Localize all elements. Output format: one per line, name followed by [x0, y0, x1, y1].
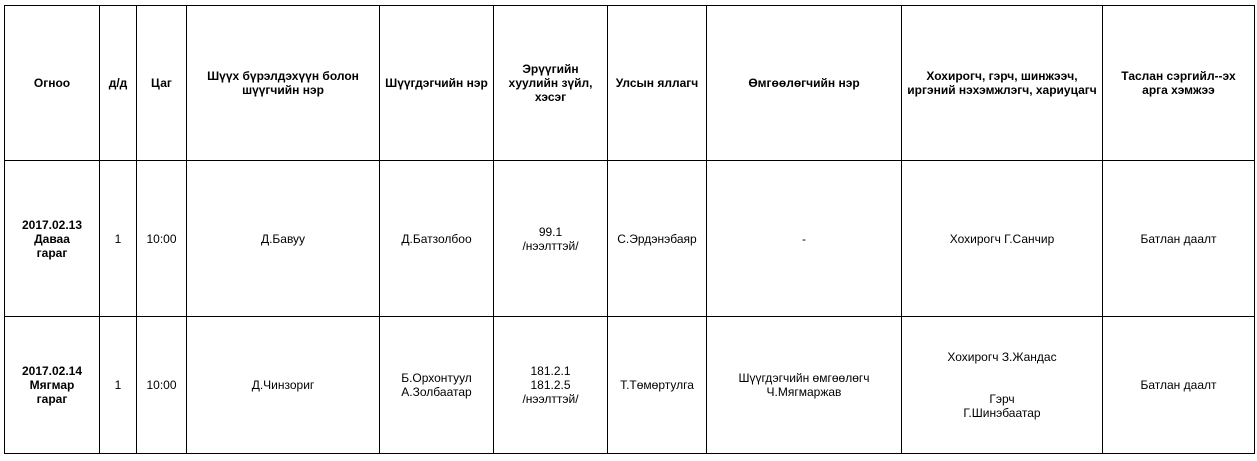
header-judge: Шүүх бүрэлдэхүүн болон шүүгчийн нэр — [187, 6, 380, 161]
participant-name: Г.Шинэбаатар — [963, 406, 1041, 420]
header-article: Эрүүгийн хуулийн зүйл, хэсэг — [494, 6, 608, 161]
weekday-suffix: гараг — [36, 392, 68, 406]
lawyer-cell — [707, 161, 902, 317]
lawyer-name: Ч.Мягмаржав — [766, 385, 842, 399]
table-header-row — [5, 6, 1255, 161]
defendant-name: Б.Орхонтуул — [401, 371, 472, 385]
participant-name: Хохирогч З.Жандас — [947, 350, 1057, 364]
date-cell — [5, 161, 100, 317]
lawyer-role: Шүүгдэгчийн өмгөөлөгч — [738, 371, 870, 385]
defendant-name: А.Золбаатар — [401, 385, 472, 399]
measure-cell: Батлан даалт — [1103, 161, 1255, 317]
header-defendant: Шүүгдэгчийн нэр — [380, 6, 494, 161]
header-lawyer: Өмгөөлөгчийн нэр — [707, 6, 902, 161]
table-row — [5, 317, 1255, 454]
weekday-suffix: гараг — [36, 245, 68, 260]
header-participants: Хохирогч, гэрч, шинжээч, иргэний нэхэмжлэгч, хариуцагч — [902, 6, 1103, 161]
lawyer-cell — [707, 317, 902, 454]
defendant-cell — [380, 317, 494, 454]
defendant-name: Д.Батзолбоо — [401, 231, 472, 246]
table-row — [5, 161, 1255, 317]
header-date: Огноо — [5, 6, 100, 161]
participants-cell — [902, 161, 1103, 317]
participant-role: Гэрч — [989, 392, 1015, 406]
date-cell — [5, 317, 100, 454]
prosecutor-cell: С.Эрдэнэбаяр — [608, 161, 707, 317]
participant-name: Хохирогч Г.Санчир — [949, 231, 1055, 246]
participants-cell — [902, 317, 1103, 454]
number-cell: 1 — [100, 161, 137, 317]
number-cell: 1 — [100, 317, 137, 454]
header-time: Цаг — [137, 6, 187, 161]
article-code: 181.2.1 — [530, 364, 571, 378]
article-code: 99.1 — [538, 224, 563, 239]
article-cell — [494, 161, 608, 317]
header-number: д/д — [100, 6, 137, 161]
article-status: /нээлттэй/ — [522, 392, 579, 406]
participant-spacer — [906, 364, 1098, 392]
article-code: 181.2.5 — [530, 378, 571, 392]
court-schedule-table — [4, 5, 1255, 454]
article-cell — [494, 317, 608, 454]
time-cell: 10:00 — [137, 161, 187, 317]
header-prosecutor: Улсын яллагч — [608, 6, 707, 161]
prosecutor-cell: Т.Төмөртулга — [608, 317, 707, 454]
time-cell: 10:00 — [137, 317, 187, 454]
weekday-value: Мягмар — [29, 378, 75, 392]
date-value: 2017.02.13 — [21, 217, 83, 232]
article-status: /нээлттэй/ — [522, 238, 579, 253]
measure-cell: Батлан даалт — [1103, 317, 1255, 454]
lawyer-name: - — [802, 231, 806, 246]
judge-cell: Д.Чинзориг — [187, 317, 380, 454]
header-measure: Таслан сэргийл--эх арга хэмжээ — [1103, 6, 1255, 161]
judge-cell: Д.Бавуу — [187, 161, 380, 317]
weekday-value: Даваа — [34, 231, 70, 246]
defendant-cell — [380, 161, 494, 317]
date-value: 2017.02.14 — [21, 364, 83, 378]
